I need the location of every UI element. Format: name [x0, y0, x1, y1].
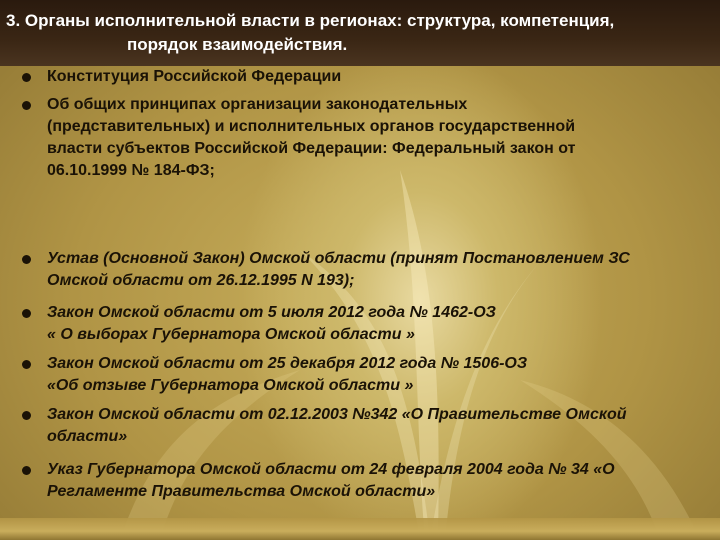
bullet-icon — [22, 360, 31, 369]
item-line: Закон Омской области от 5 июля 2012 года № 1462-ОЗ — [47, 304, 496, 321]
header-bar — [0, 0, 720, 66]
item-line: Омской области от 26.12.1995 N 193); — [47, 272, 355, 289]
item-line: Указ Губернатора Омской области от 24 февраля 2004 года № 34 «О — [47, 461, 615, 478]
list-item — [20, 353, 527, 397]
bullet-icon — [22, 411, 31, 420]
item-line: Регламенте Правительства Омской области» — [47, 483, 436, 500]
list-item — [20, 404, 627, 448]
item-line: Закон Омской области от 02.12.2003 №342 «О Правительстве Омской — [47, 406, 627, 423]
slide-title — [6, 9, 706, 57]
bullet-icon — [22, 255, 31, 264]
bottom-strip — [0, 518, 720, 540]
list-item — [20, 94, 575, 182]
item-line: « О выборах Губернатора Омской области » — [47, 326, 415, 343]
item-line: Закон Омской области от 25 декабря 2012 года № 1506-ОЗ — [47, 355, 528, 372]
item-line: области» — [47, 428, 128, 445]
title-line-2: порядок взаимодействия. — [127, 35, 348, 54]
bullet-icon — [22, 466, 31, 475]
item-line: Устав (Основной Закон) Омской области (принят Постановлением ЗС — [47, 250, 630, 267]
item-line: Об общих принципах организации законодательных — [47, 96, 468, 113]
item-line: власти субъектов Российской Федерации: Федеральный закон от — [47, 140, 576, 157]
title-line-1: 3. Органы исполнительной власти в регионах: структура, компетенция, — [6, 11, 615, 30]
list-item — [20, 459, 615, 503]
item-line: Конституция Российской Федерации — [47, 68, 342, 85]
bullet-icon — [22, 101, 31, 110]
bullet-icon — [22, 309, 31, 318]
item-line: 06.10.1999 № 184-ФЗ; — [47, 162, 215, 179]
list-item — [20, 248, 630, 292]
bullet-icon — [22, 73, 31, 82]
list-item — [20, 66, 341, 88]
item-line: «Об отзыве Губернатора Омской области » — [47, 377, 414, 394]
item-line: (представительных) и исполнительных органов государственной — [47, 118, 576, 135]
list-item — [20, 302, 496, 346]
